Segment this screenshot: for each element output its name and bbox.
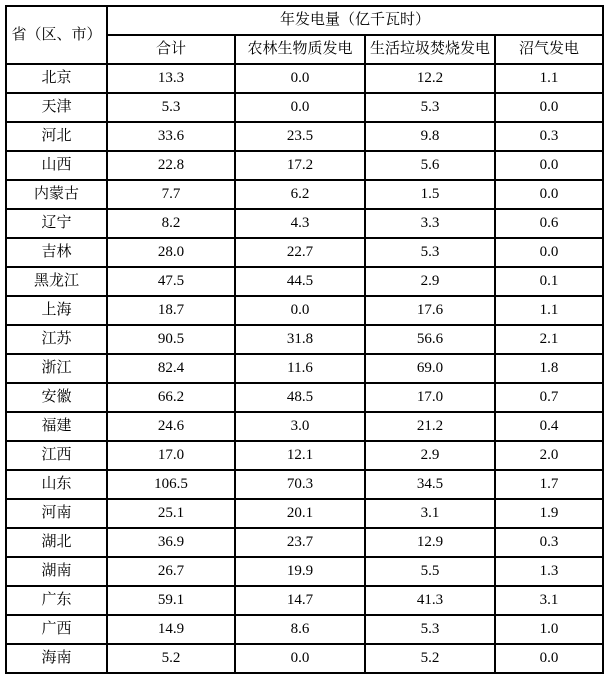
value-cell: 26.7 bbox=[107, 557, 235, 586]
table-row bbox=[6, 64, 603, 93]
value-cell: 0.0 bbox=[235, 93, 365, 122]
value-cell: 8.2 bbox=[107, 209, 235, 238]
province-cell: 山东 bbox=[6, 470, 107, 499]
province-cell: 广西 bbox=[6, 615, 107, 644]
province-cell: 湖北 bbox=[6, 528, 107, 557]
table-row bbox=[6, 267, 603, 296]
value-cell: 82.4 bbox=[107, 354, 235, 383]
value-cell: 12.9 bbox=[365, 528, 495, 557]
value-cell: 106.5 bbox=[107, 470, 235, 499]
table-row bbox=[6, 615, 603, 644]
province-cell: 山西 bbox=[6, 151, 107, 180]
value-cell: 0.0 bbox=[495, 644, 603, 673]
value-cell: 1.1 bbox=[495, 296, 603, 325]
value-cell: 7.7 bbox=[107, 180, 235, 209]
table-row bbox=[6, 644, 603, 673]
table-row bbox=[6, 528, 603, 557]
value-cell: 0.0 bbox=[235, 644, 365, 673]
province-cell: 湖南 bbox=[6, 557, 107, 586]
group-header-annual-generation: 年发电量（亿千瓦时） bbox=[107, 6, 603, 35]
value-cell: 31.8 bbox=[235, 325, 365, 354]
table-row bbox=[6, 586, 603, 615]
province-cell: 黑龙江 bbox=[6, 267, 107, 296]
value-cell: 5.6 bbox=[365, 151, 495, 180]
value-cell: 1.0 bbox=[495, 615, 603, 644]
province-cell: 上海 bbox=[6, 296, 107, 325]
table-row bbox=[6, 209, 603, 238]
table-row bbox=[6, 238, 603, 267]
value-cell: 2.9 bbox=[365, 267, 495, 296]
province-cell: 北京 bbox=[6, 64, 107, 93]
table-row bbox=[6, 557, 603, 586]
province-cell: 江西 bbox=[6, 441, 107, 470]
province-cell: 辽宁 bbox=[6, 209, 107, 238]
value-cell: 13.3 bbox=[107, 64, 235, 93]
table-row bbox=[6, 441, 603, 470]
value-cell: 2.0 bbox=[495, 441, 603, 470]
value-cell: 19.9 bbox=[235, 557, 365, 586]
value-cell: 69.0 bbox=[365, 354, 495, 383]
value-cell: 34.5 bbox=[365, 470, 495, 499]
value-cell: 0.0 bbox=[495, 151, 603, 180]
province-cell: 内蒙古 bbox=[6, 180, 107, 209]
table-body bbox=[6, 64, 603, 673]
value-cell: 0.1 bbox=[495, 267, 603, 296]
value-cell: 17.0 bbox=[107, 441, 235, 470]
value-cell: 70.3 bbox=[235, 470, 365, 499]
table-row bbox=[6, 412, 603, 441]
province-cell: 广东 bbox=[6, 586, 107, 615]
value-cell: 11.6 bbox=[235, 354, 365, 383]
value-cell: 0.3 bbox=[495, 528, 603, 557]
value-cell: 28.0 bbox=[107, 238, 235, 267]
table-row bbox=[6, 325, 603, 354]
province-cell: 海南 bbox=[6, 644, 107, 673]
value-cell: 0.3 bbox=[495, 122, 603, 151]
value-cell: 24.6 bbox=[107, 412, 235, 441]
value-cell: 21.2 bbox=[365, 412, 495, 441]
value-cell: 66.2 bbox=[107, 383, 235, 412]
column-header: 生活垃圾焚烧发电 bbox=[365, 35, 495, 64]
value-cell: 1.3 bbox=[495, 557, 603, 586]
table-row bbox=[6, 122, 603, 151]
value-cell: 6.2 bbox=[235, 180, 365, 209]
column-header: 沼气发电 bbox=[495, 35, 603, 64]
value-cell: 20.1 bbox=[235, 499, 365, 528]
value-cell: 5.3 bbox=[365, 238, 495, 267]
value-cell: 1.8 bbox=[495, 354, 603, 383]
table-row bbox=[6, 93, 603, 122]
value-cell: 0.0 bbox=[495, 238, 603, 267]
province-cell: 河南 bbox=[6, 499, 107, 528]
value-cell: 2.1 bbox=[495, 325, 603, 354]
table-header bbox=[6, 6, 603, 64]
value-cell: 3.3 bbox=[365, 209, 495, 238]
province-cell: 福建 bbox=[6, 412, 107, 441]
value-cell: 3.0 bbox=[235, 412, 365, 441]
value-cell: 8.6 bbox=[235, 615, 365, 644]
table-row bbox=[6, 180, 603, 209]
header-row-top bbox=[6, 6, 603, 35]
value-cell: 1.9 bbox=[495, 499, 603, 528]
value-cell: 5.5 bbox=[365, 557, 495, 586]
value-cell: 23.5 bbox=[235, 122, 365, 151]
value-cell: 12.2 bbox=[365, 64, 495, 93]
value-cell: 25.1 bbox=[107, 499, 235, 528]
table-row bbox=[6, 354, 603, 383]
value-cell: 0.0 bbox=[235, 296, 365, 325]
value-cell: 1.5 bbox=[365, 180, 495, 209]
value-cell: 0.0 bbox=[495, 180, 603, 209]
value-cell: 0.6 bbox=[495, 209, 603, 238]
table-row bbox=[6, 151, 603, 180]
value-cell: 90.5 bbox=[107, 325, 235, 354]
value-cell: 0.0 bbox=[235, 64, 365, 93]
value-cell: 56.6 bbox=[365, 325, 495, 354]
value-cell: 17.6 bbox=[365, 296, 495, 325]
value-cell: 9.8 bbox=[365, 122, 495, 151]
value-cell: 2.9 bbox=[365, 441, 495, 470]
value-cell: 23.7 bbox=[235, 528, 365, 557]
value-cell: 1.7 bbox=[495, 470, 603, 499]
value-cell: 59.1 bbox=[107, 586, 235, 615]
value-cell: 36.9 bbox=[107, 528, 235, 557]
value-cell: 22.8 bbox=[107, 151, 235, 180]
province-cell: 河北 bbox=[6, 122, 107, 151]
value-cell: 48.5 bbox=[235, 383, 365, 412]
value-cell: 0.4 bbox=[495, 412, 603, 441]
value-cell: 47.5 bbox=[107, 267, 235, 296]
table-row bbox=[6, 499, 603, 528]
value-cell: 3.1 bbox=[495, 586, 603, 615]
value-cell: 18.7 bbox=[107, 296, 235, 325]
province-cell: 天津 bbox=[6, 93, 107, 122]
province-cell: 吉林 bbox=[6, 238, 107, 267]
value-cell: 5.3 bbox=[365, 615, 495, 644]
value-cell: 17.2 bbox=[235, 151, 365, 180]
value-cell: 3.1 bbox=[365, 499, 495, 528]
value-cell: 5.2 bbox=[107, 644, 235, 673]
province-cell: 江苏 bbox=[6, 325, 107, 354]
value-cell: 5.3 bbox=[107, 93, 235, 122]
table-row bbox=[6, 296, 603, 325]
value-cell: 1.1 bbox=[495, 64, 603, 93]
table-row bbox=[6, 470, 603, 499]
value-cell: 17.0 bbox=[365, 383, 495, 412]
value-cell: 44.5 bbox=[235, 267, 365, 296]
province-cell: 浙江 bbox=[6, 354, 107, 383]
table-row bbox=[6, 383, 603, 412]
value-cell: 0.7 bbox=[495, 383, 603, 412]
value-cell: 33.6 bbox=[107, 122, 235, 151]
province-cell: 安徽 bbox=[6, 383, 107, 412]
value-cell: 22.7 bbox=[235, 238, 365, 267]
value-cell: 4.3 bbox=[235, 209, 365, 238]
value-cell: 5.2 bbox=[365, 644, 495, 673]
value-cell: 0.0 bbox=[495, 93, 603, 122]
column-header: 合计 bbox=[107, 35, 235, 64]
value-cell: 14.9 bbox=[107, 615, 235, 644]
value-cell: 12.1 bbox=[235, 441, 365, 470]
column-header: 农林生物质发电 bbox=[235, 35, 365, 64]
value-cell: 14.7 bbox=[235, 586, 365, 615]
value-cell: 5.3 bbox=[365, 93, 495, 122]
power-generation-table bbox=[5, 5, 604, 674]
corner-header-province: 省（区、市） bbox=[6, 6, 107, 64]
value-cell: 41.3 bbox=[365, 586, 495, 615]
